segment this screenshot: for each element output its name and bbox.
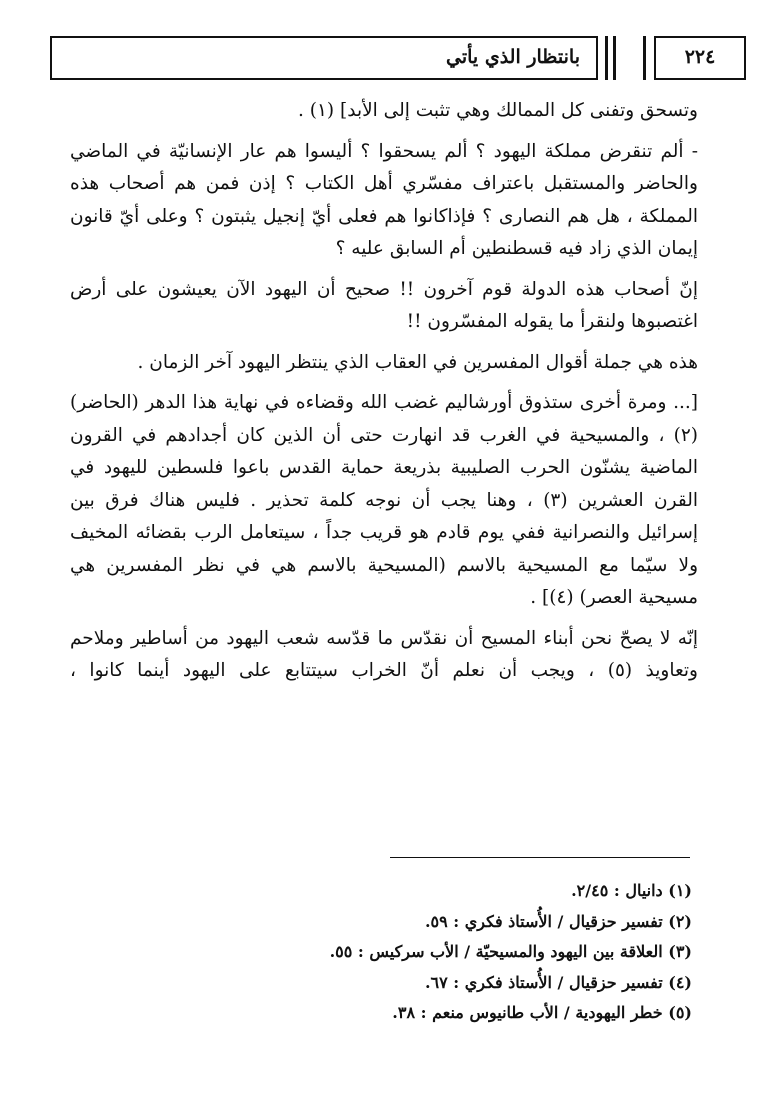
footnote: (١) دانيال : ٢/٤٥. xyxy=(571,881,692,900)
quoted-paragraph: [... ومرة أخرى ستذوق أورشاليم غضب الله وقضاءه في نهاية هذا الدهر (الحاضر) (٢) ، والمسيحية في الغرب قد انهارت حتى أن الذين كان أجدادهم في القرون الماضية يشنّون الحرب الصليبية بذريعة حماية القدس باعوا فلسطين لليهود في القرن العشرين (٣) ، وهنا يجب أن نوجه كلمة تحذير . فليس هناك فرق بين إسرائيل والنصرانية ففي يوم قادم هو قريب جداً ، سيتعامل الرب بقضائه المخيف ولا سيّما مع المسيحية بالاسم (المسيحية بالاسم هي في نظر المفسرين هي مسيحية العصر) (٤)] . xyxy=(70,392,698,608)
page-number: ٢٢٤ xyxy=(684,46,716,68)
paragraph: هذه هي جملة أقوال المفسرين في العقاب الذي ينتظر اليهود آخر الزمان . xyxy=(137,351,698,373)
header-divider xyxy=(605,36,608,80)
footnotes xyxy=(70,876,692,1029)
paragraph: - ألم تنقرض مملكة اليهود ؟ ألم يسحقوا ؟ أليسوا هم عار الإنسانيّة في الماضي والحاضر والمستقبل باعتراف مفسّري أهل الكتاب ؟ إذن فمن هم أصحاب هذه المملكة ، هل هم النصارى ؟ فإذاكانوا هم فعلى أيّ إنجيل يثبتون ؟ وعلى أيّ قانون إيمان الذي زاد فيه قسطنطين أم السابق عليه ؟ xyxy=(70,140,698,259)
footnote: (٤) تفسير حزقيال / الأُستاذ فكري : ٦٧. xyxy=(424,972,692,992)
page-header xyxy=(50,36,716,86)
paragraph: إنّه لا يصحّ نحن أبناء المسيح أن نقدّس ما قدّسه شعب اليهود من أساطير وملاحم وتعاويذ (٥) ، ويجب أن نعلم أنّ الخراب سيتتابع على اليهود أينما كانوا ، xyxy=(70,627,698,681)
book-title: بانتظار الذي يأتي xyxy=(446,46,580,68)
page-number-box xyxy=(654,36,746,80)
footnote: (٢) تفسير حزقيال / الأُستاذ فكري : ٥٩. xyxy=(424,911,692,931)
footnote: (٣) العلاقة بين اليهود والمسيحيّة / الأب سركيس : ٥٥. xyxy=(329,942,692,961)
footnote-separator xyxy=(390,857,690,858)
paragraph: إنّ أصحاب هذه الدولة قوم آخرون !! صحيح أن اليهود الآن يعيشون على أرض اغتصبوها ولنقرأ ما يقوله المفسّرون !! xyxy=(70,278,698,332)
header-title-box xyxy=(50,36,598,80)
body-text xyxy=(70,95,698,688)
header-divider xyxy=(613,36,616,80)
paragraph: وتسحق وتفنى كل الممالك وهي تثبت إلى الأبد] (١) . xyxy=(298,100,698,121)
header-divider xyxy=(643,36,646,80)
footnote: (٥) خطر اليهودية / الأب طانيوس منعم : ٣٨. xyxy=(392,1003,692,1022)
